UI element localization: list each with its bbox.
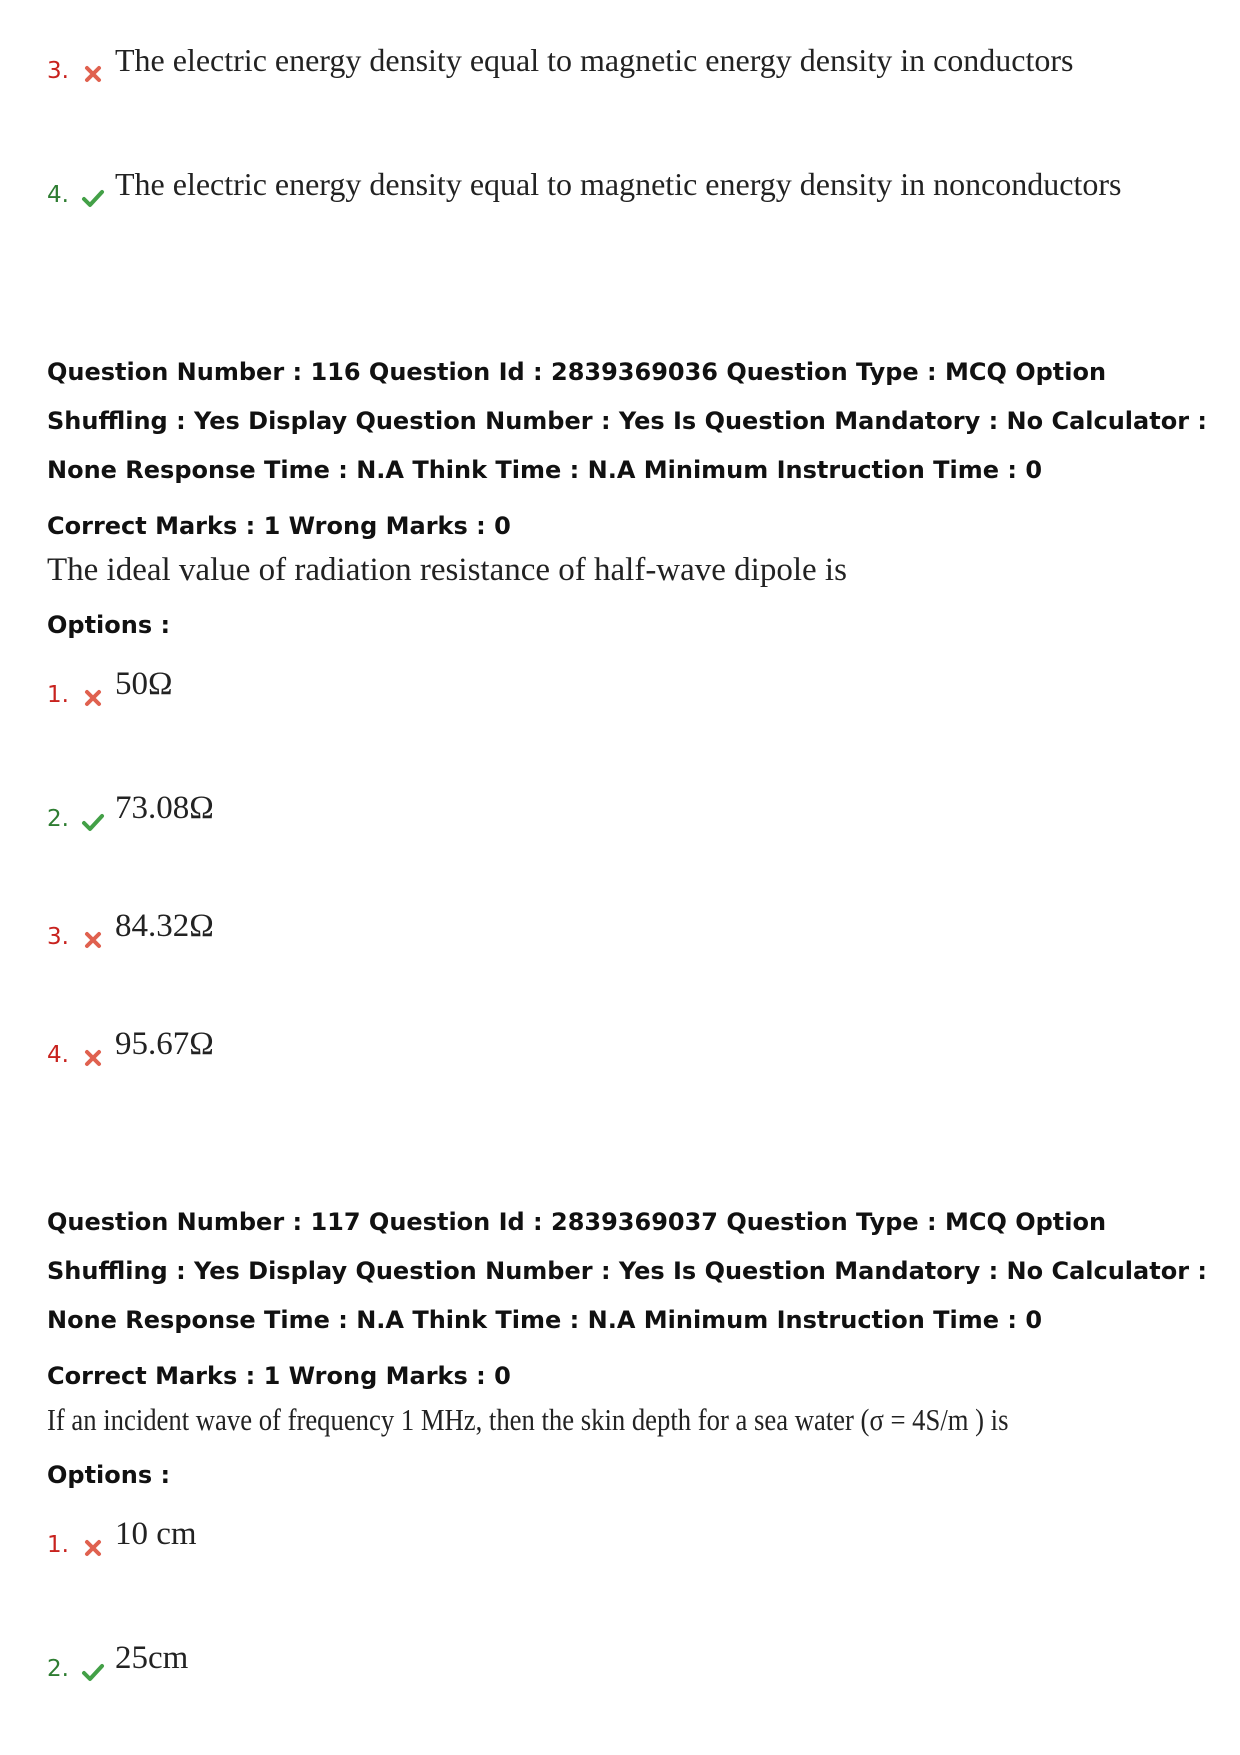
question-117-meta: Question Number : 117 Question Id : 2839369037 Question Type : MCQ Option Shuffling : Yes Display Question Number : Yes Is Question Mandatory : No Calculator : None Response Time : N.A Think Time : N.A Minimum Instruction Time : 0 [47, 1208, 1207, 1334]
check-icon [81, 186, 105, 210]
q116-option-4 [47, 1026, 214, 1068]
option-text: 25cm [115, 1640, 189, 1676]
question-117-text: If an incident wave of frequency 1 MHz, then the skin depth for a sea water (σ = 4S/m ) is [47, 1402, 1009, 1437]
option-text: The electric energy density equal to magnetic energy density in nonconductors [115, 166, 1122, 202]
option-number: 2. [47, 806, 69, 832]
check-icon [81, 810, 105, 834]
question-116-marks: Correct Marks : 1 Wrong Marks : 0 [47, 512, 511, 540]
option-number: 1. [47, 682, 69, 708]
option-text: 73.08Ω [115, 790, 214, 826]
cross-icon [81, 62, 105, 86]
prev-option-3 [47, 42, 1074, 84]
q116-option-3 [47, 908, 214, 950]
question-116-meta: Question Number : 116 Question Id : 2839369036 Question Type : MCQ Option Shuffling : Yes Display Question Number : Yes Is Question Mandatory : No Calculator : None Response Time : N.A Think Time : N.A Minimum Instruction Time : 0 [47, 358, 1207, 484]
q117-option-1 [47, 1516, 197, 1558]
cross-icon [81, 928, 105, 952]
option-number: 2. [47, 1656, 69, 1682]
q116-option-2 [47, 790, 214, 832]
option-number: 3. [47, 924, 69, 950]
question-116-text: The ideal value of radiation resistance of half-wave dipole is [47, 552, 847, 588]
question-117-options-label: Options : [47, 1461, 171, 1489]
option-text: 95.67Ω [115, 1026, 214, 1062]
option-number: 4. [47, 1042, 69, 1068]
check-icon [81, 1660, 105, 1684]
question-117-marks: Correct Marks : 1 Wrong Marks : 0 [47, 1362, 511, 1390]
option-number: 3. [47, 58, 69, 84]
cross-icon [81, 686, 105, 710]
option-text: 10 cm [115, 1516, 197, 1552]
option-number: 1. [47, 1532, 69, 1558]
option-text: 50Ω [115, 666, 173, 702]
prev-option-4 [47, 166, 1122, 208]
question-116-options-label: Options : [47, 611, 171, 639]
option-text: 84.32Ω [115, 908, 214, 944]
option-text: The electric energy density equal to magnetic energy density in conductors [115, 42, 1074, 78]
q116-option-1 [47, 666, 173, 708]
q117-option-2 [47, 1640, 189, 1682]
cross-icon [81, 1046, 105, 1070]
cross-icon [81, 1536, 105, 1560]
option-number: 4. [47, 182, 69, 208]
